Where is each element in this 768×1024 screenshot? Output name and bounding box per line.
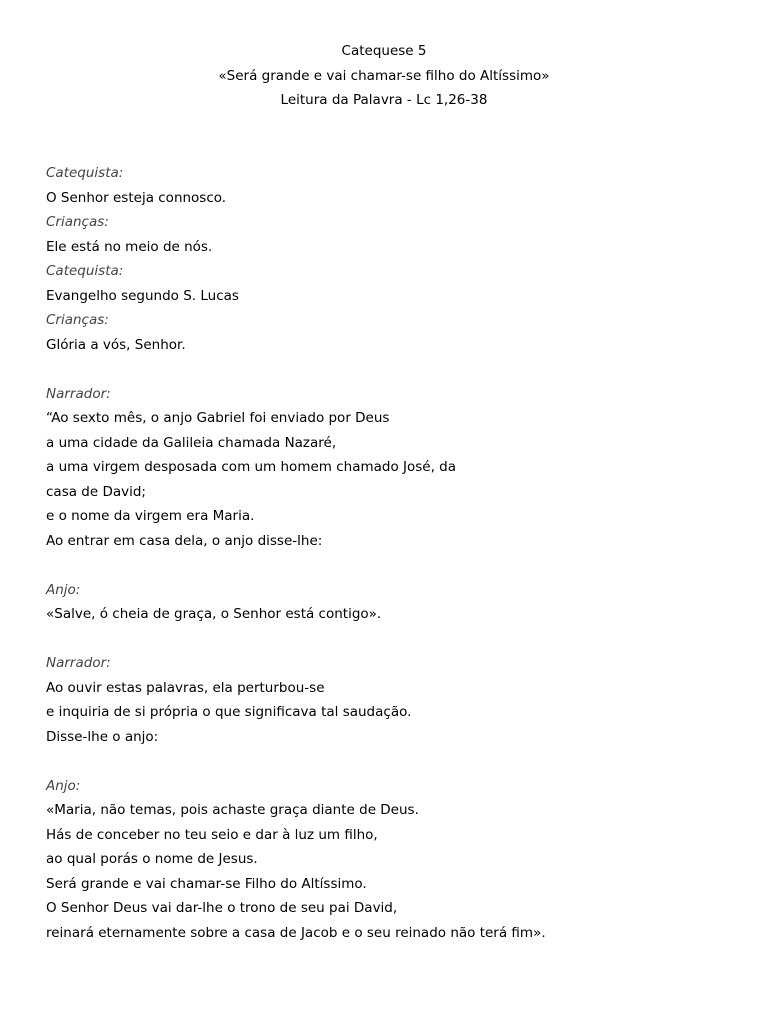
spoken-line: O Senhor esteja connosco. [46, 189, 227, 206]
dialogue-block [46, 653, 736, 751]
spoken-line: Hás de conceber no teu seio e dar à luz um filho, [46, 826, 378, 843]
dialogue-block [46, 163, 736, 359]
dialogue-block [46, 776, 736, 948]
spoken-line: Evangelho segundo S. Lucas [46, 287, 239, 304]
spoken-line: Será grande e vai chamar-se Filho do Altíssimo. [46, 875, 367, 892]
reading-reference: Leitura da Palavra - Lc 1,26-38 [280, 92, 488, 108]
spoken-line: Disse-lhe o anjo: [46, 728, 159, 745]
document-body [46, 163, 736, 972]
document-header [0, 41, 768, 115]
spoken-line: e inquiria de si própria o que significava tal saudação. [46, 704, 412, 720]
speaker-label: Catequista: [46, 263, 124, 279]
speaker-label: Crianças: [46, 312, 109, 328]
spoken-line: a uma virgem desposada com um homem chamado José, da [46, 459, 457, 475]
spoken-line: Ele está no meio de nós. [46, 238, 213, 255]
document-title: Catequese 5 [341, 43, 427, 59]
spoken-line: Ao ouvir estas palavras, ela perturbou-se [46, 679, 325, 696]
speaker-label: Catequista: [46, 165, 124, 181]
document-subtitle: «Será grande e vai chamar-se filho do Altíssimo» [218, 67, 550, 84]
spoken-line: «Salve, ó cheia de graça, o Senhor está contigo». [46, 606, 382, 622]
spoken-line: casa de David; [46, 483, 146, 500]
speaker-label: Narrador: [46, 385, 111, 402]
spoken-line: e o nome da virgem era Maria. [46, 508, 255, 524]
spoken-line: “Ao sexto mês, o anjo Gabriel foi enviado por Deus [46, 410, 390, 426]
spoken-line: Glória a vós, Senhor. [46, 336, 186, 353]
spoken-line: reinará eternamente sobre a casa de Jacob e o seu reinado não terá fim». [46, 924, 546, 941]
dialogue-block [46, 384, 736, 556]
speaker-label: Narrador: [46, 655, 111, 671]
spoken-line: ao qual porás o nome de Jesus. [46, 851, 258, 867]
spoken-line: Ao entrar em casa dela, o anjo disse-lhe: [46, 532, 323, 549]
speaker-label: Anjo: [46, 581, 81, 598]
dialogue-block [46, 580, 736, 629]
speaker-label: Crianças: [46, 214, 109, 230]
spoken-line: «Maria, não temas, pois achaste graça diante de Deus. [46, 802, 419, 818]
speaker-label: Anjo: [46, 777, 81, 794]
spoken-line: O Senhor Deus vai dar-lhe o trono de seu pai David, [46, 900, 398, 916]
spoken-line: a uma cidade da Galileia chamada Nazaré, [46, 434, 337, 451]
